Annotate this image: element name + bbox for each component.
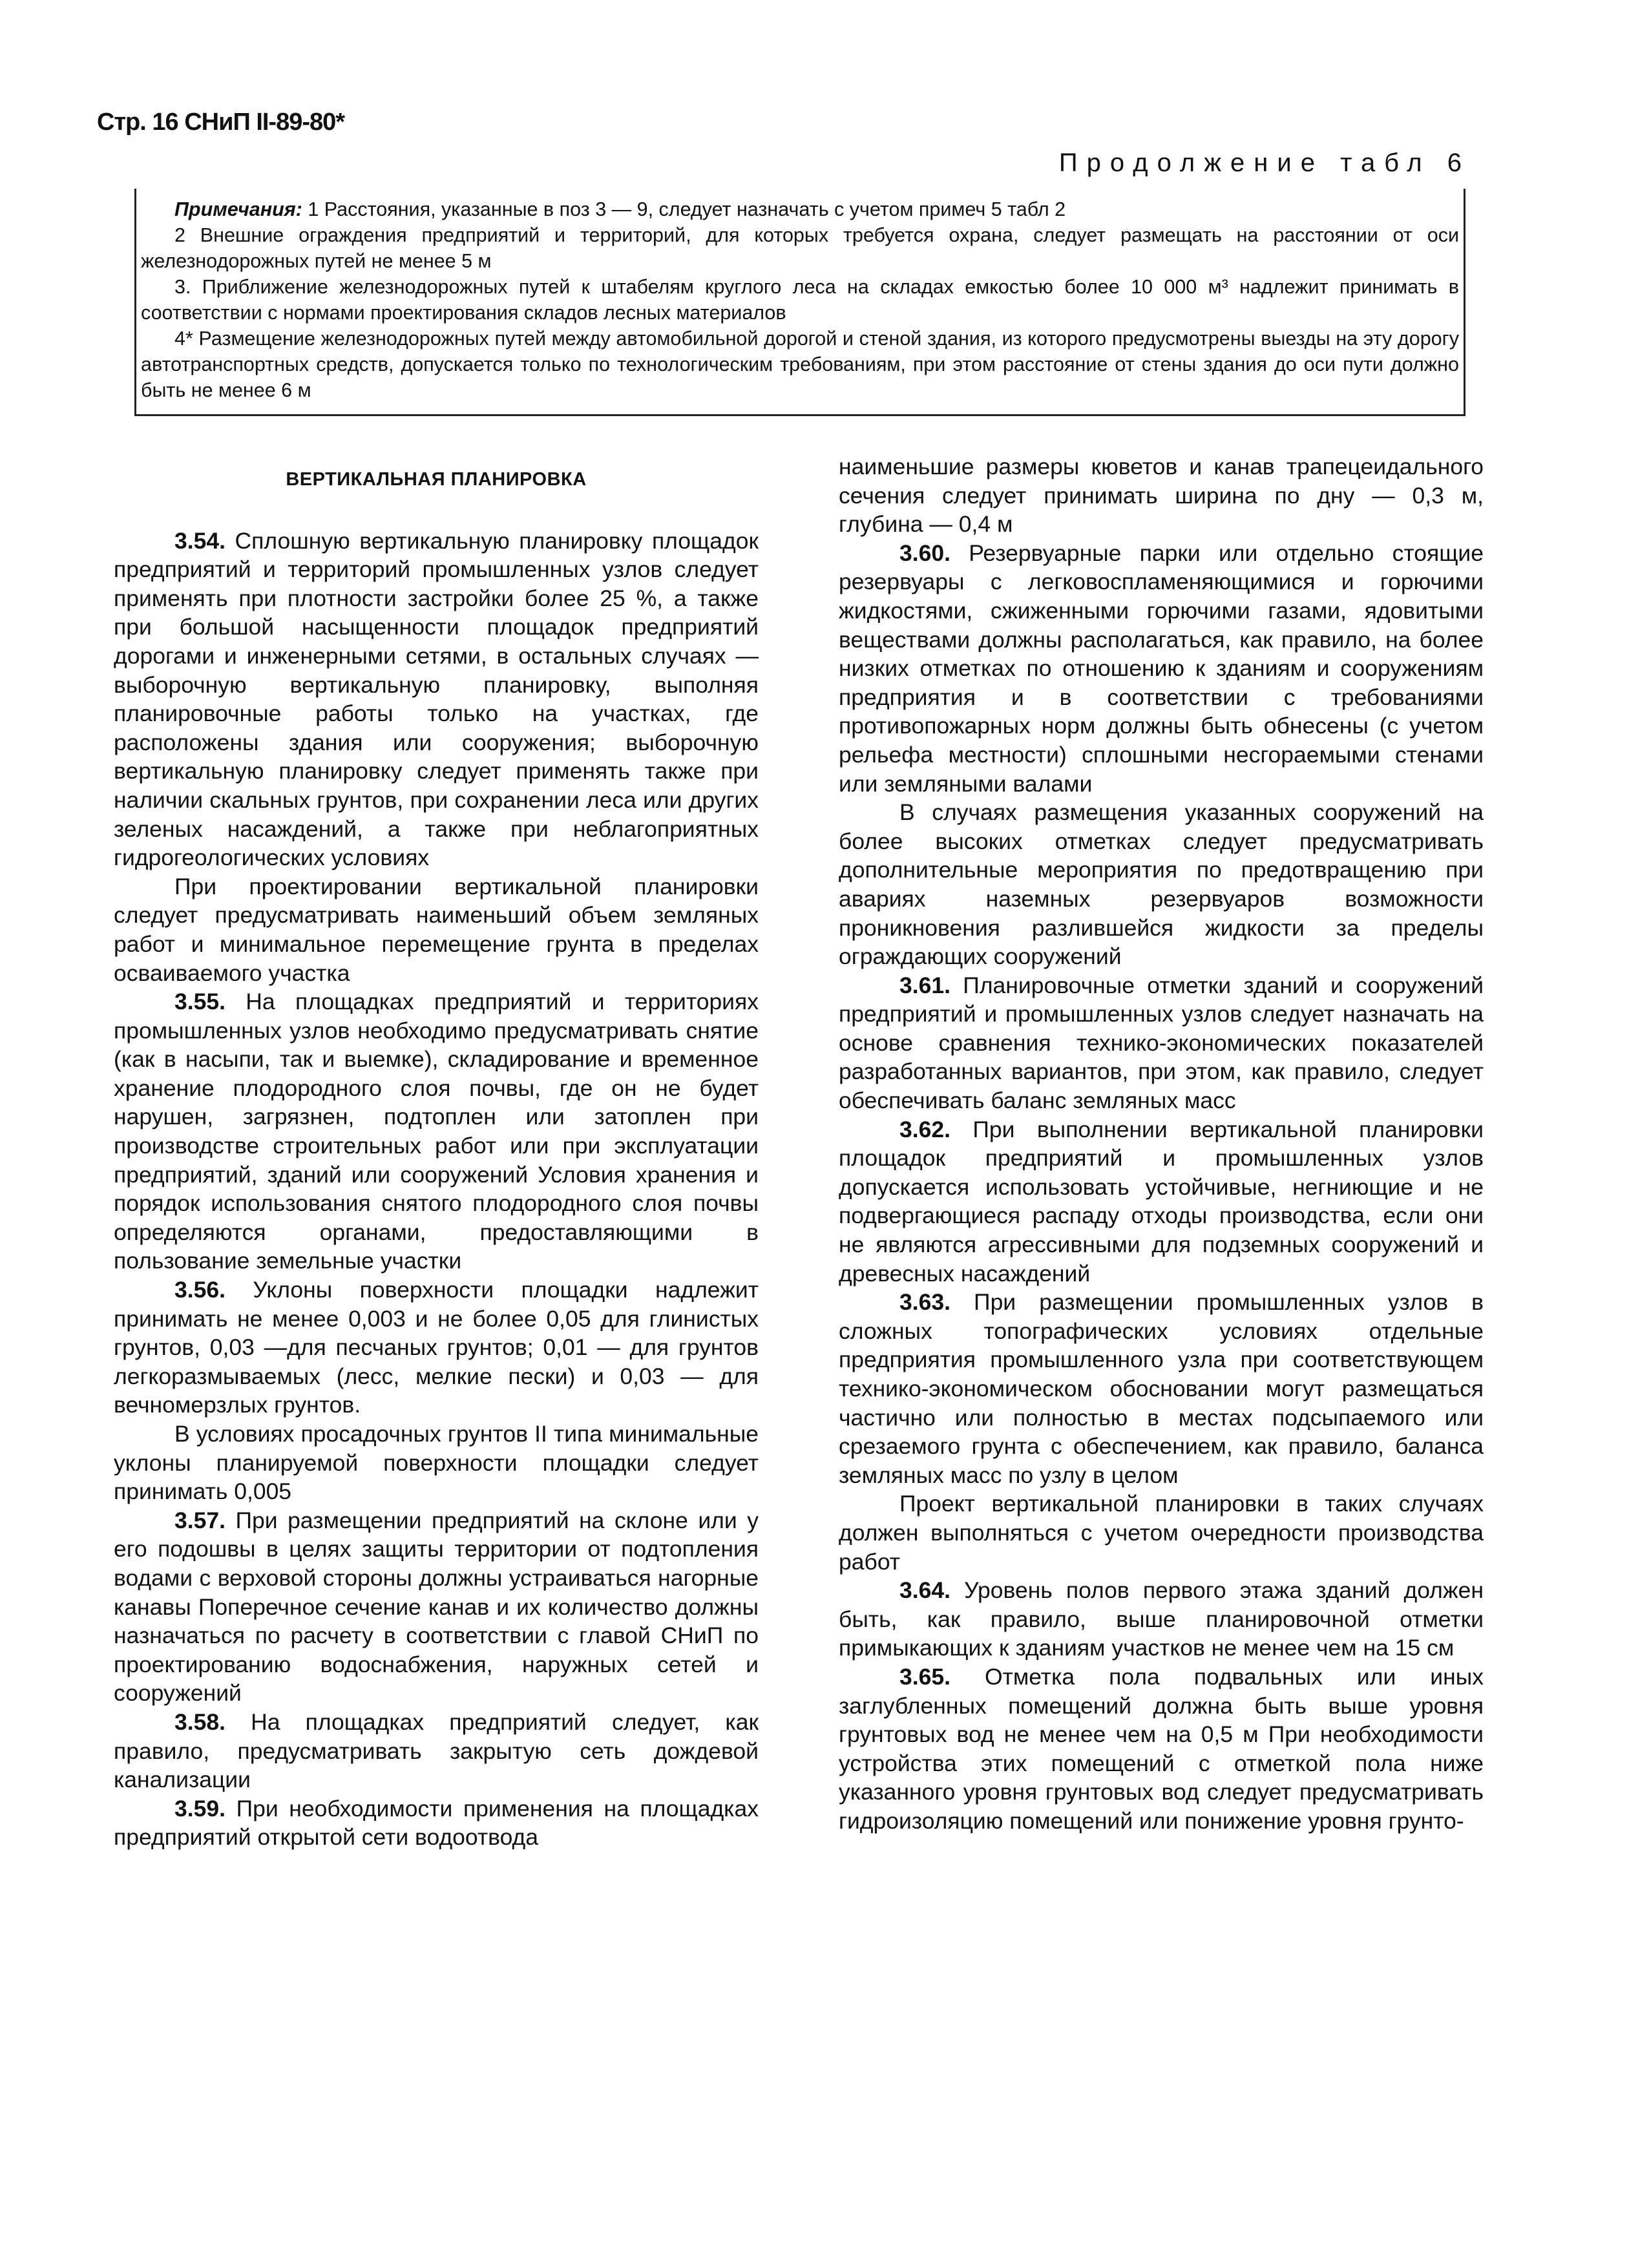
paragraph-3-58	[114, 1708, 759, 1794]
paragraph-3-57	[114, 1506, 759, 1708]
note-1	[141, 196, 1459, 222]
note-3: 3. Приближение железнодорожных путей к штабелям круглого леса на складах емкостью более 10 000 м³ надлежит принимать в соответствии с нормами проектирования складов лесных материалов	[141, 276, 1459, 324]
clause-text: При размещении предприятий на склоне или у его подошвы в целях защиты территории от подтопления водами с верховой стороны должны устраиваться нагорные канавы Поперечное сечение канав и их количество должны назначаться по расчету в соответствии с главой СНиП по проектированию водоснабжения, наружных сетей и сооружений	[114, 1507, 759, 1706]
table-continuation-label: Продолжение табл 6	[1058, 149, 1471, 177]
paragraph-3-54	[114, 527, 759, 872]
right-column	[839, 452, 1484, 1836]
paragraph-3-62	[839, 1115, 1484, 1288]
clause-number: 3.60.	[899, 540, 951, 566]
clause-number: 3.63.	[899, 1289, 951, 1316]
clause-text: На площадках предприятий следует, как правило, предусматривать закрытую сеть дождевой канализации	[114, 1708, 759, 1793]
clause-number: 3.64.	[899, 1577, 951, 1604]
note-1-text: 1 Расстояния, указанные в поз 3 — 9, следует назначать с учетом примеч 5 табл 2	[308, 198, 1066, 220]
paragraph-3-55	[114, 987, 759, 1276]
paragraph-3-65	[839, 1663, 1484, 1836]
clause-text: Уровень полов первого этажа зданий должен быть, как правило, выше планировочной отметки примыкающих к зданиям участков не менее чем на 15 см	[839, 1577, 1484, 1661]
paragraph-3-60	[839, 539, 1484, 798]
clause-text: Сплошную вертикальную планировку площадок предприятий и территорий промышленных узлов следует применять при плотности застройки более 25 %, а также при большой насыщенности площадок предприятий дорогами и инженерными сетями, в остальных случаях — выборочную вертикальную планировку, выполняя планировочные работы только на участках, где расположены здания или сооружения; выборочную вертикальную планировку следует применять также при наличии скальных грунтов, при сохранении леса или других зеленых насаждений, а также при неблагоприятных гидрогеологических условиях	[114, 527, 759, 871]
page-header-ref: Стр. 16 СНиП II-89-80*	[97, 109, 345, 136]
paragraph-3-64	[839, 1576, 1484, 1663]
paragraph-3-54-b: При проектировании вертикальной планировки следует предусматривать наименьший объем земляных работ и минимальное перемещение грунта в пределах осваиваемого участка	[114, 873, 759, 986]
clause-number: 3.55.	[174, 989, 226, 1015]
paragraph-3-56-b: В условиях просадочных грунтов II типа минимальные уклоны планируемой поверхности площадки следует принимать 0,005	[114, 1421, 759, 1505]
clause-text: Резервуарные парки или отдельно стоящие резервуары с легковоспламеняющимися и горючими жидкостями, сжиженными горючими газами, ядовитыми веществами должны располагаться, как правило, на более низких отметках по отношению к зданиям и сооружениям предприятия и в соответствии с требованиями противопожарных норм должны быть обнесены (с учетом рельефа местности) сплошными несгораемыми стенами или земляными валами	[839, 540, 1484, 797]
note-4: 4* Размещение железнодорожных путей между автомобильной дорогой и стеной здания, из которого предусмотрены выезды на эту дорогу автотранспортных средств, допускается только по технологическим требованиям, при этом расстояние от стены здания до оси пути должно быть не менее 6 м	[141, 328, 1459, 401]
clause-text: При выполнении вертикальной планировки площадок предприятий и промышленных узлов допускается использовать устойчивые, негниющие и не подвергающиеся распаду отходы производства, если они не являются агрессивными для подземных сооружений и древесных насаждений	[839, 1116, 1484, 1286]
paragraph-3-63	[839, 1288, 1484, 1489]
note-2: 2 Внешние ограждения предприятий и территорий, для которых требуется охрана, следует размещать на расстоянии от оси железнодорожных путей не менее 5 м	[141, 224, 1459, 272]
paragraph-3-56	[114, 1276, 759, 1420]
paragraph-3-59	[114, 1794, 759, 1852]
clause-text: Уклоны поверхности площадки надлежит принимать не менее 0,003 и не более 0,05 для глинистых грунтов, 0,03 —для песчаных грунтов; 0,01 — для грунтов легкоразмываемых (лесс, мелкие пески) и 0,03 — для вечномерзлых грунтов.	[114, 1277, 759, 1418]
notes-title: Примечания:	[174, 198, 302, 220]
paragraph-3-61	[839, 971, 1484, 1115]
clause-number: 3.57.	[174, 1507, 226, 1533]
table-notes	[141, 196, 1459, 403]
clause-text: На площадках предприятий и территориях промышленных узлов необходимо предусматривать снятие (как в насыпи, так и выемке), складирование и временное хранение плодородного слоя почвы, где он не будет нарушен, загрязнен, подтоплен или затоплен при производстве строительных работ или при эксплуатации предприятий, зданий или сооружений Условия хранения и порядок использования снятого плодородного слоя почвы определяются органами, предоставляющими в пользование земельные участки	[114, 989, 759, 1274]
clause-text: Отметка пола подвальных или иных заглубленных помещений должна быть выше уровня грунтовых вод не менее чем на 0,5 м При необходимости устройства этих помещений с отметкой пола ниже указанного уровня грунтовых вод следует предусматривать гидроизоляцию помещений или понижение уровня грунто-	[839, 1663, 1484, 1834]
clause-number: 3.58.	[174, 1708, 226, 1735]
clause-text: При необходимости применения на площадках предприятий открытой сети водоотвода	[114, 1795, 759, 1851]
clause-text: При размещении промышленных узлов в сложных топографических условиях отдельные предприятия промышленного узла при соответствующем технико-экономическом обосновании могут размещаться частично или полностью в местах подсыпаемого или срезаемого грунта с обеспечением, как правило, баланса земляных масс по узлу в целом	[839, 1289, 1484, 1488]
paragraph-3-63-b: Проект вертикальной планировки в таких случаях должен выполняться с учетом очередности производства работ	[839, 1491, 1484, 1575]
clause-number: 3.61.	[899, 972, 951, 998]
paragraph-3-59-continued: наименьшие размеры кюветов и канав трапецеидального сечения следует принимать ширина по дну — 0,3 м, глубина — 0,4 м	[839, 454, 1484, 538]
clause-number: 3.56.	[174, 1277, 226, 1303]
clause-number: 3.62.	[899, 1116, 951, 1142]
paragraph-3-60-b: В случаях размещения указанных сооружений на более высоких отметках следует предусматривать дополнительные мероприятия по предотвращению при авариях наземных резервуаров возможности проникновения разлившейся жидкости за пределы ограждающих сооружений	[839, 799, 1484, 970]
clause-number: 3.59.	[174, 1795, 226, 1822]
clause-number: 3.65.	[899, 1663, 951, 1690]
clause-text: Планировочные отметки зданий и сооружений предприятий и промышленных узлов следует назначать на основе сравнения технико-экономических показателей разработанных вариантов, при этом, как правило, следует обеспечивать баланс земляных масс	[839, 972, 1484, 1114]
left-column	[114, 452, 759, 1852]
section-heading: ВЕРТИКАЛЬНАЯ ПЛАНИРОВКА	[286, 469, 587, 490]
clause-number: 3.54.	[174, 527, 226, 554]
